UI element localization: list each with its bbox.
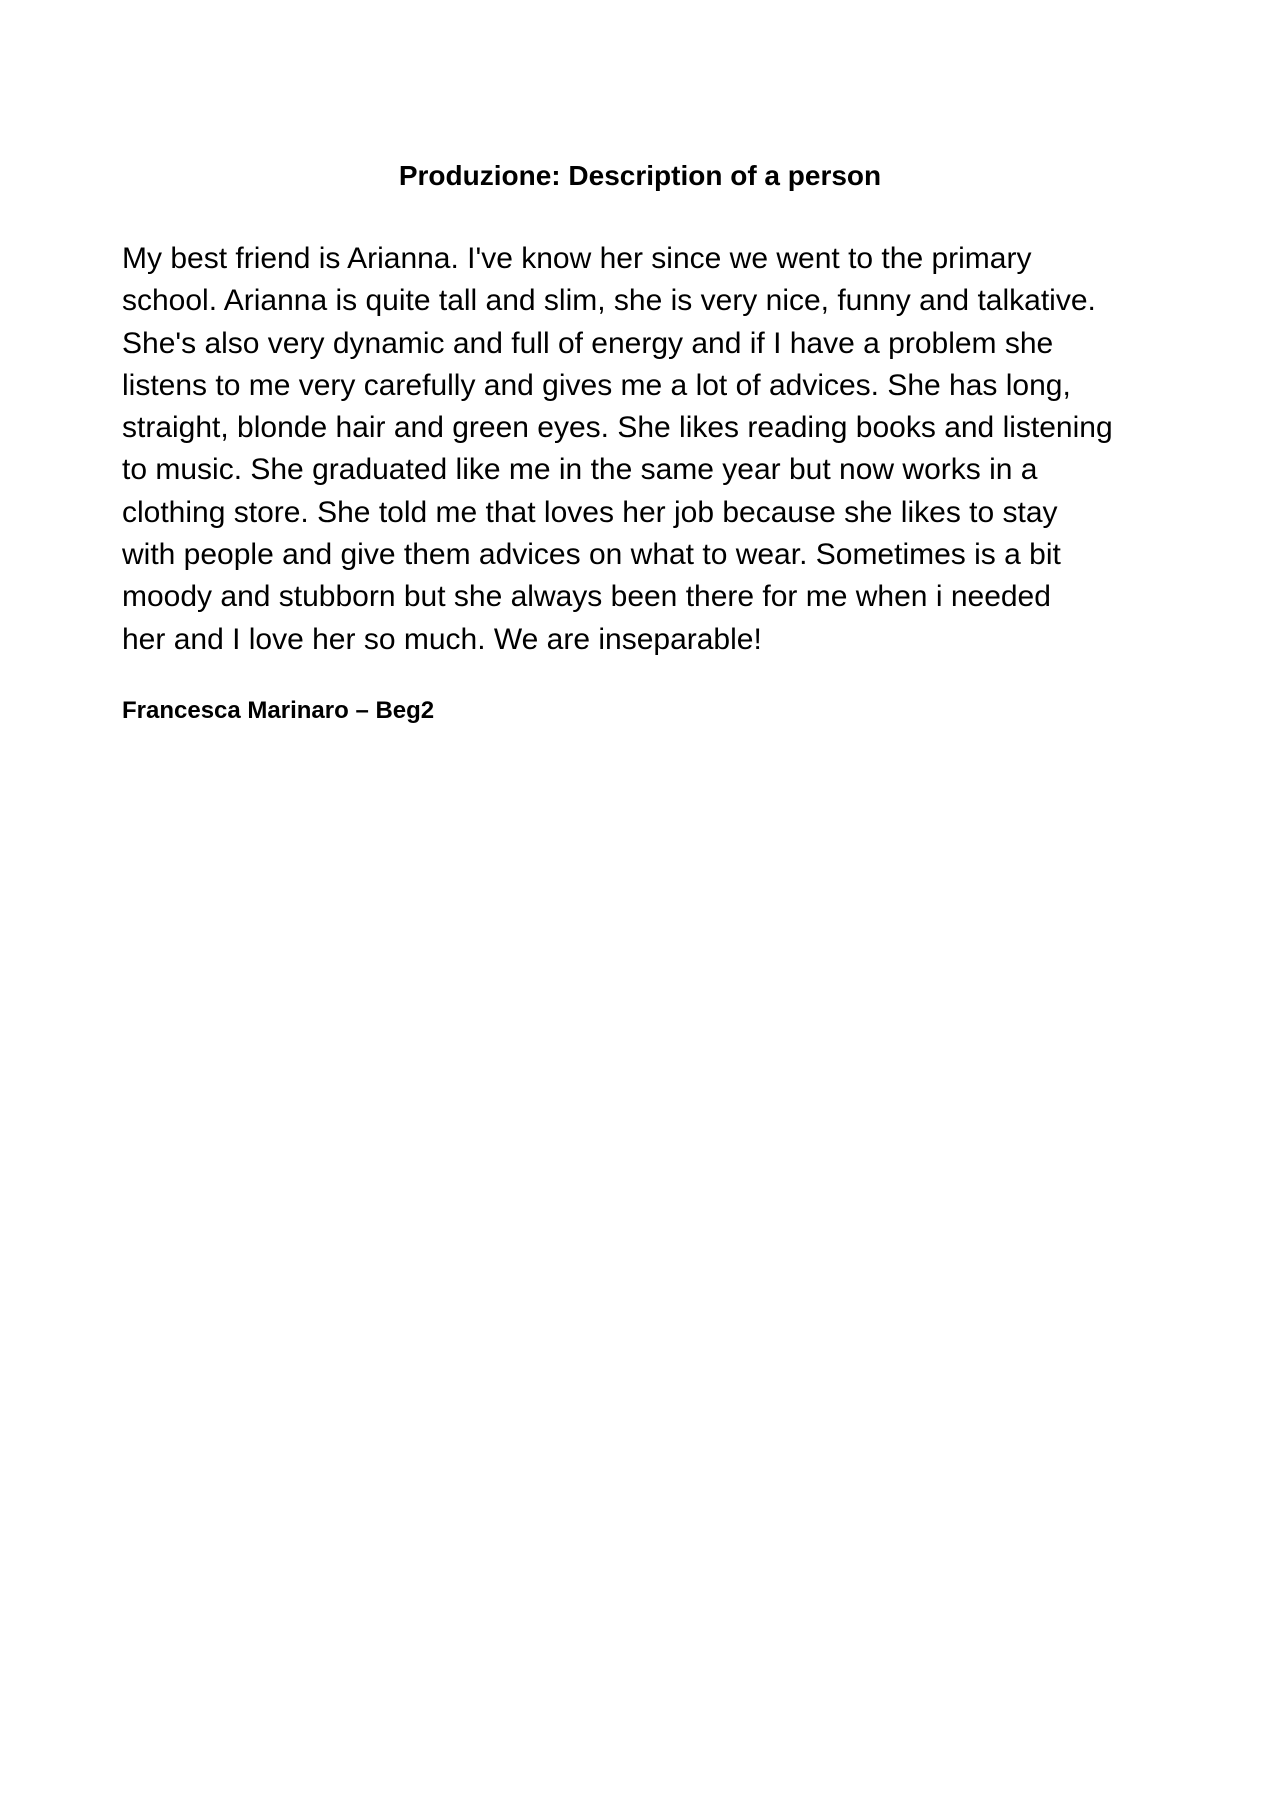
body-line: straight, blonde hair and green eyes. She likes reading books and listening — [122, 411, 1113, 445]
body-line: to music. She graduated like me in the same year but now works in a — [122, 453, 1038, 487]
body-line: clothing store. She told me that loves her job because she likes to stay — [122, 495, 1058, 529]
body-line: My best friend is Arianna. I've know her since we went to the primary — [122, 242, 1032, 275]
document-body — [122, 238, 1172, 661]
body-line: her and I love her so much. We are inseparable! — [122, 622, 762, 656]
author-signature: Francesca Marinaro – Beg2 — [122, 697, 435, 724]
body-line: listens to me very carefully and gives me a lot of advices. She has long, — [122, 368, 1071, 402]
body-line: She's also very dynamic and full of energy and if I have a problem she — [122, 326, 1054, 360]
body-line: with people and give them advices on what to wear. Sometimes is a bit — [122, 538, 1061, 572]
document-title: Produzione: Description of a person — [398, 160, 882, 191]
body-line: school. Arianna is quite tall and slim, she is very nice, funny and talkative. — [122, 284, 1096, 318]
body-line: moody and stubborn but she always been there for me when i needed — [122, 580, 1051, 614]
